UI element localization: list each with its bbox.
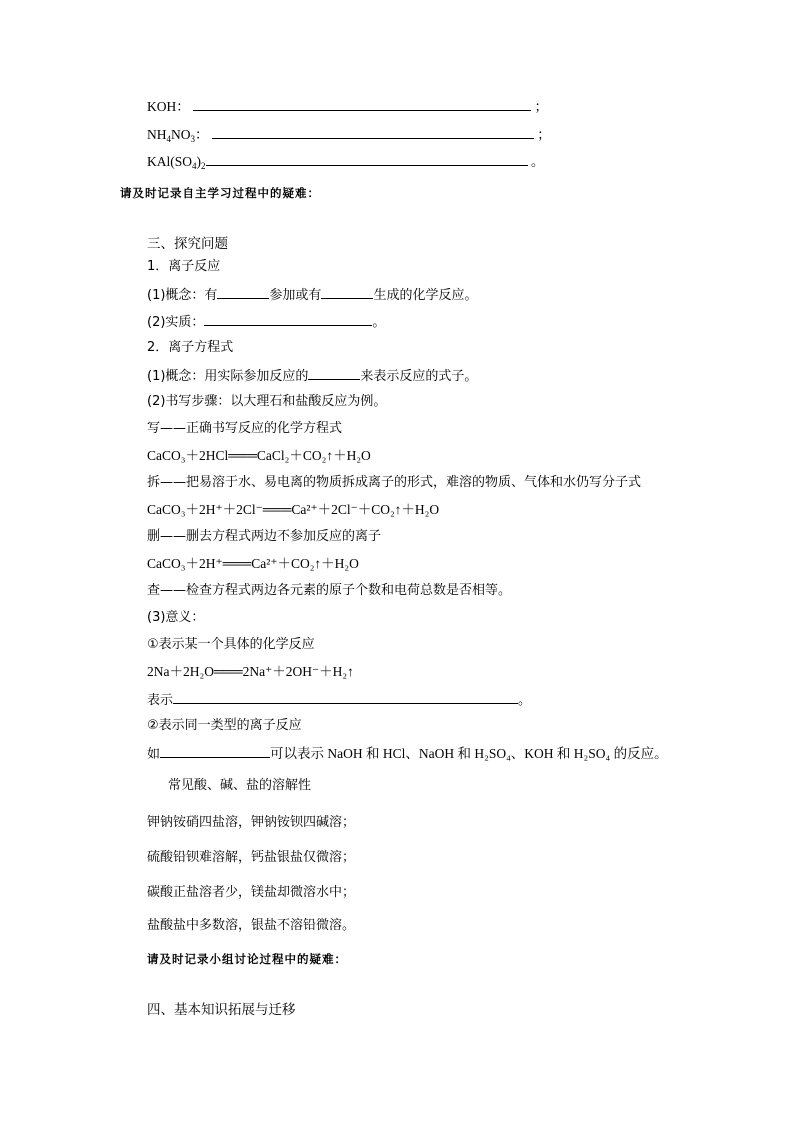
delete-step: 删——删去方程式两边不参加反应的离子 [147,529,382,544]
self-study-note: 请及时记录自主学习过程中的疑难： [120,186,320,200]
write-step: 写——正确书写反应的化学方程式 [147,421,343,436]
kal-period: 。 [530,154,545,169]
solubility-rule-1: 钾钠铵硝四盐溶，钾钠铵钡四碱溶； [147,815,356,830]
eq-concept-line: (1)概念：用实际参加反应的 来表示反应的式子。 [147,366,477,386]
koh-blank[interactable] [193,97,531,111]
nh4no3-blank[interactable] [212,125,534,139]
nh4no3-semicolon: ； [537,127,551,142]
subsection-1-title: 1．离子反应 [147,259,221,274]
section-3-heading: 三、探究问题 [147,236,228,252]
represent-line: 表示 。 [147,690,531,710]
concept-blank-1[interactable] [217,285,269,299]
split-step: 拆——把易溶于水、易电离的物质拆成离子的形式，难溶的物质、气体和水仍写分子式 [147,475,642,490]
section-4-heading: 四、基本知识拓展与迁移 [147,1002,296,1018]
subsection-2-title: 2．离子方程式 [147,340,234,355]
kal-label: $KAl(SO_4)_2$ [147,154,206,171]
solubility-title: 常见酸、碱、盐的溶解性 [168,778,312,793]
meaning-title: (3)意义： [147,610,205,625]
koh-label: KOH： [147,99,190,114]
like-blank[interactable] [160,744,270,758]
solubility-rule-4: 盐酸盐中多数溶，银盐不溶铅微溶。 [147,918,356,933]
concept-blank-2[interactable] [321,285,373,299]
group-discussion-note: 请及时记录小组讨论过程中的疑难： [147,952,347,966]
equation-3: CaCO₃＋2H⁺═══Ca²⁺＋CO₂↑＋H₂O [147,556,359,571]
concept-line: (1)概念：有 参加或有 生成的化学反应。 [147,285,477,305]
nh4no3-label: $NH_4NO_3$： [147,127,209,144]
meaning-1: ①表示某一个具体的化学反应 [147,637,315,652]
eq-concept-blank[interactable] [308,366,360,380]
represent-blank[interactable] [173,690,518,704]
koh-semicolon: ； [534,99,548,114]
nh4no3-line [147,125,551,148]
check-step: 查——检查方程式两边各元素的原子个数和电荷总数是否相等。 [147,583,512,598]
equation-2: CaCO₃＋2H⁺＋2Cl⁻═══Ca²⁺＋2Cl⁻＋CO₂↑＋H₂O [147,502,440,517]
kal-line [147,152,544,175]
kal-blank[interactable] [206,152,528,166]
solubility-rule-2: 硫酸铅钡难溶解，钙盐银盐仅微溶； [147,850,356,865]
equation-4: 2Na＋2H₂O═══2Na⁺＋2OH⁻＋H₂↑ [147,664,354,679]
solubility-rule-3: 碳酸正盐溶者少，镁盐却微溶水中； [147,885,356,900]
meaning-2: ②表示同一类型的离子反应 [147,718,302,733]
essence-blank[interactable] [204,312,372,326]
equation-1: CaCO₃＋2HCl═══CaCl₂＋CO₂↑＋H₂O [147,448,371,463]
steps-line: (2)书写步骤：以大理石和盐酸反应为例。 [147,394,387,409]
essence-line: (2)实质： 。 [147,312,385,332]
like-line: 如 可以表示 NaOH 和 HCl、NaOH 和 H₂SO₄、KOH 和 H₂SO₄ 的反应。 [147,746,668,762]
koh-line [147,97,548,116]
